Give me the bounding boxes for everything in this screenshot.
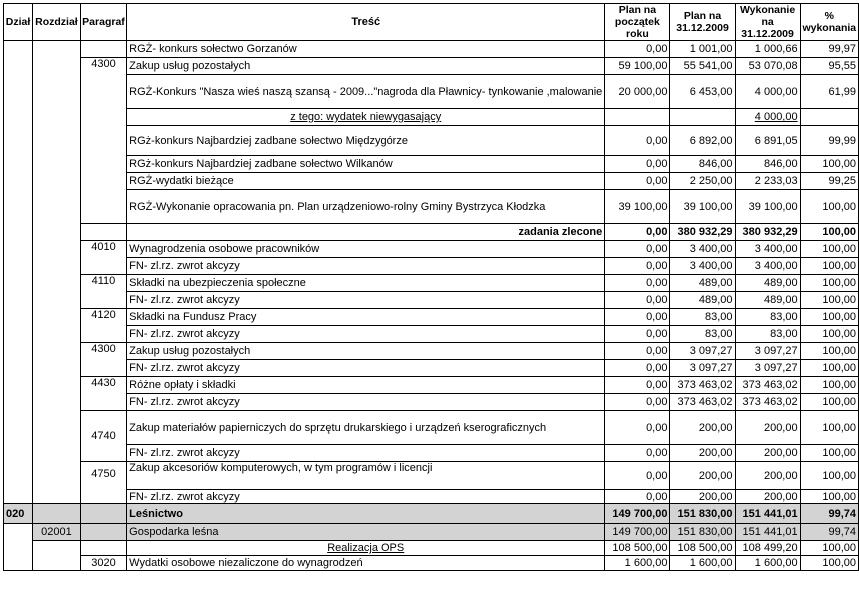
- tresc-cell: Składki na Fundusz Pracy: [127, 309, 605, 326]
- header-tresc: Treść: [127, 4, 605, 41]
- plan-start-cell: 0,00: [605, 41, 670, 58]
- procent-cell: 100,00: [800, 241, 858, 258]
- wykonanie-cell: 83,00: [735, 309, 800, 326]
- table-row: [4, 556, 859, 571]
- paragraf-cell: 4430: [80, 377, 126, 411]
- tresc-cell: FN- zl.rz. zwrot akcyzy: [127, 326, 605, 343]
- plan-end-cell: 1 600,00: [670, 556, 735, 571]
- plan-end-cell: 151 830,00: [670, 524, 735, 541]
- tresc-cell: Leśnictwo: [127, 504, 605, 524]
- paragraf-cell: 4300: [80, 343, 126, 377]
- header-rozdzial: Rozdział: [33, 4, 81, 41]
- plan-end-cell: 3 400,00: [670, 258, 735, 275]
- wykonanie-cell: 1 000,66: [735, 41, 800, 58]
- procent-cell: 100,00: [800, 326, 858, 343]
- procent-cell: 100,00: [800, 394, 858, 411]
- table-row: [4, 190, 859, 224]
- wykonanie-cell: 53 070,08: [735, 58, 800, 75]
- paragraf-cell: 4120: [80, 309, 126, 343]
- wykonanie-cell: 200,00: [735, 490, 800, 504]
- table-row: [4, 343, 859, 360]
- tresc-cell: zadania zlecone: [127, 224, 605, 241]
- tresc-cell: FN- zl.rz. zwrot akcyzy: [127, 394, 605, 411]
- header-paragraf: Paragraf: [80, 4, 126, 41]
- wykonanie-cell: 3 097,27: [735, 360, 800, 377]
- wykonanie-cell: 3 400,00: [735, 241, 800, 258]
- plan-start-cell: 0,00: [605, 224, 670, 241]
- wykonanie-cell: 4 000,00: [735, 75, 800, 109]
- table-row: [4, 462, 859, 490]
- table-row: [4, 156, 859, 173]
- paragraf-cell: 4750: [80, 462, 126, 504]
- plan-start-cell: 108 500,00: [605, 541, 670, 556]
- header-plan-end: Plan na 31.12.2009: [670, 4, 735, 41]
- tresc-cell: RGŻ- konkurs sołectwo Gorzanów: [127, 41, 605, 58]
- table-row: [4, 126, 859, 156]
- tresc-cell: [127, 462, 605, 490]
- wykonanie-cell: 151 441,01: [735, 524, 800, 541]
- plan-start-cell: 149 700,00: [605, 524, 670, 541]
- plan-end-cell: 39 100,00: [670, 190, 735, 224]
- procent-cell: [800, 109, 858, 126]
- rozdzial-cell: 02001: [33, 524, 81, 541]
- procent-cell: 100,00: [800, 556, 858, 571]
- procent-cell: 100,00: [800, 411, 858, 445]
- plan-start-cell: 1 600,00: [605, 556, 670, 571]
- plan-end-cell: 200,00: [670, 445, 735, 462]
- procent-cell: 61,99: [800, 75, 858, 109]
- paragraf-cell: [80, 224, 126, 241]
- plan-start-cell: 0,00: [605, 360, 670, 377]
- plan-end-cell: 3 400,00: [670, 241, 735, 258]
- wykonanie-cell: 83,00: [735, 326, 800, 343]
- plan-start-cell: [605, 109, 670, 126]
- wykonanie-cell: 2 233,03: [735, 173, 800, 190]
- header-plan-start: Plan na początek roku: [605, 4, 670, 41]
- plan-end-cell: 83,00: [670, 309, 735, 326]
- paragraf-cell: 4300: [80, 58, 126, 224]
- tresc-cell: Składki na ubezpieczenia społeczne: [127, 275, 605, 292]
- table-row: [4, 75, 859, 109]
- procent-cell: 99,99: [800, 126, 858, 156]
- wykonanie-cell: 200,00: [735, 411, 800, 445]
- paragraf-cell: [80, 41, 126, 58]
- plan-start-cell: 0,00: [605, 445, 670, 462]
- paragraf-cell: 4010: [80, 241, 126, 275]
- procent-cell: 100,00: [800, 343, 858, 360]
- plan-start-cell: 0,00: [605, 309, 670, 326]
- plan-start-cell: 0,00: [605, 411, 670, 445]
- procent-cell: 100,00: [800, 541, 858, 556]
- tresc-cell: RGż-konkurs Najbardziej zadbane sołectwo Wilkanów: [127, 156, 605, 173]
- plan-end-cell: 6 892,00: [670, 126, 735, 156]
- procent-cell: 99,74: [800, 504, 858, 524]
- plan-start-cell: 0,00: [605, 292, 670, 309]
- tresc-cell: [127, 541, 605, 556]
- table-row: [4, 241, 859, 258]
- plan-end-cell: 83,00: [670, 326, 735, 343]
- plan-end-cell: 489,00: [670, 275, 735, 292]
- wykonanie-cell: 489,00: [735, 292, 800, 309]
- procent-cell: 100,00: [800, 275, 858, 292]
- procent-cell: 100,00: [800, 490, 858, 504]
- plan-start-cell: 149 700,00: [605, 504, 670, 524]
- wykonanie-cell: 151 441,01: [735, 504, 800, 524]
- header-wykonanie: Wykonanie na 31.12.2009: [735, 4, 800, 41]
- budget-table: [3, 3, 859, 571]
- plan-start-cell: 0,00: [605, 275, 670, 292]
- tresc-cell: FN- zl.rz. zwrot akcyzy: [127, 258, 605, 275]
- tresc-cell: [127, 109, 605, 126]
- procent-cell: 100,00: [800, 224, 858, 241]
- tresc-cell: RGŻ-wydatki bieżące: [127, 173, 605, 190]
- procent-cell: 99,25: [800, 173, 858, 190]
- paragraf-cell: [80, 504, 126, 524]
- wykonanie-cell: 1 600,00: [735, 556, 800, 571]
- procent-cell: 100,00: [800, 258, 858, 275]
- tresc-cell: RGż-konkurs Najbardziej zadbane sołectwo Międzygórze: [127, 126, 605, 156]
- plan-end-cell: 200,00: [670, 490, 735, 504]
- plan-start-cell: 20 000,00: [605, 75, 670, 109]
- tresc-cell: FN- zl.rz. zwrot akcyzy: [127, 445, 605, 462]
- plan-start-cell: 0,00: [605, 377, 670, 394]
- procent-cell: 99,97: [800, 41, 858, 58]
- wykonanie-cell: 3 097,27: [735, 343, 800, 360]
- tresc-text: Zakup akcesoriów komputerowych, w tym programów i licencji: [129, 462, 433, 474]
- plan-start-cell: 0,00: [605, 462, 670, 490]
- tresc-cell: Wynagrodzenia osobowe pracowników: [127, 241, 605, 258]
- wykonanie-cell: 373 463,02: [735, 394, 800, 411]
- wykonanie-cell: 846,00: [735, 156, 800, 173]
- plan-end-cell: 151 830,00: [670, 504, 735, 524]
- plan-end-cell: 846,00: [670, 156, 735, 173]
- wykonanie-cell: 373 463,02: [735, 377, 800, 394]
- table-row: [4, 377, 859, 394]
- procent-cell: 100,00: [800, 377, 858, 394]
- wykonanie-cell: 39 100,00: [735, 190, 800, 224]
- plan-start-cell: 0,00: [605, 490, 670, 504]
- plan-end-cell: 3 097,27: [670, 360, 735, 377]
- procent-cell: 100,00: [800, 360, 858, 377]
- header-row: [4, 4, 859, 41]
- dzial-cell: 020: [4, 504, 33, 524]
- procent-cell: 95,55: [800, 58, 858, 75]
- tresc-cell: RGŻ-Konkurs "Nasza wieś naszą szansą - 2009..."nagroda dla Pławnicy- tynkowanie ,malowanie: [127, 75, 605, 109]
- table-row: [4, 445, 859, 462]
- paragraf-cell: 4110: [80, 275, 126, 309]
- plan-end-cell: 373 463,02: [670, 377, 735, 394]
- plan-start-cell: 39 100,00: [605, 190, 670, 224]
- wykonanie-cell: 200,00: [735, 462, 800, 490]
- wykonanie-cell: 380 932,29: [735, 224, 800, 241]
- rozdzial-cell: [33, 41, 81, 504]
- plan-start-cell: 0,00: [605, 394, 670, 411]
- plan-end-cell: 200,00: [670, 462, 735, 490]
- table-row: [4, 326, 859, 343]
- wykonanie-cell: 6 891,05: [735, 126, 800, 156]
- tresc-cell: FN- zl.rz. zwrot akcyzy: [127, 360, 605, 377]
- plan-start-cell: 59 100,00: [605, 58, 670, 75]
- note-label: z tego: wydatek niewygasający: [290, 111, 442, 123]
- procent-cell: 100,00: [800, 445, 858, 462]
- header-dzial: Dział: [4, 4, 33, 41]
- plan-end-cell: 6 453,00: [670, 75, 735, 109]
- plan-end-cell: 55 541,00: [670, 58, 735, 75]
- plan-end-cell: 3 097,27: [670, 343, 735, 360]
- table-row: [4, 309, 859, 326]
- procent-cell: 99,74: [800, 524, 858, 541]
- rozdzial-cell: [33, 541, 81, 571]
- table-row: [4, 490, 859, 504]
- tresc-cell: FN- zl.rz. zwrot akcyzy: [127, 490, 605, 504]
- procent-cell: 100,00: [800, 309, 858, 326]
- plan-start-cell: 0,00: [605, 258, 670, 275]
- plan-start-cell: 0,00: [605, 173, 670, 190]
- wykonanie-cell: 489,00: [735, 275, 800, 292]
- table-row: [4, 258, 859, 275]
- table-row: [4, 541, 859, 556]
- table-row: [4, 173, 859, 190]
- paragraf-cell: [80, 541, 126, 556]
- note-value: 4 000,00: [754, 111, 798, 123]
- paragraf-cell: [80, 524, 126, 541]
- plan-start-cell: 0,00: [605, 126, 670, 156]
- plan-end-cell: 108 500,00: [670, 541, 735, 556]
- tresc-cell: FN- zl.rz. zwrot akcyzy: [127, 292, 605, 309]
- table-row: [4, 109, 859, 126]
- plan-start-cell: 0,00: [605, 343, 670, 360]
- chapter-row: [4, 524, 859, 541]
- plan-end-cell: 489,00: [670, 292, 735, 309]
- plan-end-cell: [670, 109, 735, 126]
- section-label: Realizacja OPS: [327, 542, 405, 554]
- wykonanie-cell: [735, 109, 800, 126]
- section-row: [4, 504, 859, 524]
- table-row: [4, 41, 859, 58]
- dzial-cell: [4, 524, 33, 571]
- tresc-cell: Zakup usług pozostałych: [127, 58, 605, 75]
- plan-end-cell: 200,00: [670, 411, 735, 445]
- procent-cell: 100,00: [800, 156, 858, 173]
- wykonanie-cell: 3 400,00: [735, 258, 800, 275]
- table-row: [4, 275, 859, 292]
- subtotal-row: [4, 224, 859, 241]
- wykonanie-cell: 200,00: [735, 445, 800, 462]
- procent-cell: 100,00: [800, 190, 858, 224]
- wykonanie-cell: 108 499,20: [735, 541, 800, 556]
- procent-cell: 100,00: [800, 462, 858, 490]
- table-row: [4, 360, 859, 377]
- tresc-cell: Gospodarka leśna: [127, 524, 605, 541]
- plan-end-cell: 380 932,29: [670, 224, 735, 241]
- tresc-cell: Wydatki osobowe niezaliczone do wynagrodzeń: [127, 556, 605, 571]
- plan-start-cell: 0,00: [605, 156, 670, 173]
- tresc-cell: RGŻ-Wykonanie opracowania pn. Plan urządzeniowo-rolny Gminy Bystrzyca Kłodzka: [127, 190, 605, 224]
- plan-end-cell: 1 001,00: [670, 41, 735, 58]
- paragraf-cell: 4740: [80, 411, 126, 462]
- tresc-cell: Zakup materiałów papierniczych do sprzętu drukarskiego i urządzeń kserograficznych: [127, 411, 605, 445]
- header-procent: % wykonania: [800, 4, 858, 41]
- procent-cell: 100,00: [800, 292, 858, 309]
- table-row: [4, 411, 859, 445]
- table-row: [4, 394, 859, 411]
- table-row: [4, 58, 859, 75]
- tresc-cell: Zakup usług pozostałych: [127, 343, 605, 360]
- rozdzial-cell: [33, 504, 81, 524]
- table-row: [4, 292, 859, 309]
- tresc-cell: Różne opłaty i składki: [127, 377, 605, 394]
- paragraf-cell: 3020: [80, 556, 126, 571]
- plan-start-cell: 0,00: [605, 241, 670, 258]
- plan-end-cell: 373 463,02: [670, 394, 735, 411]
- plan-end-cell: 2 250,00: [670, 173, 735, 190]
- plan-start-cell: 0,00: [605, 326, 670, 343]
- dzial-cell: [4, 41, 33, 504]
